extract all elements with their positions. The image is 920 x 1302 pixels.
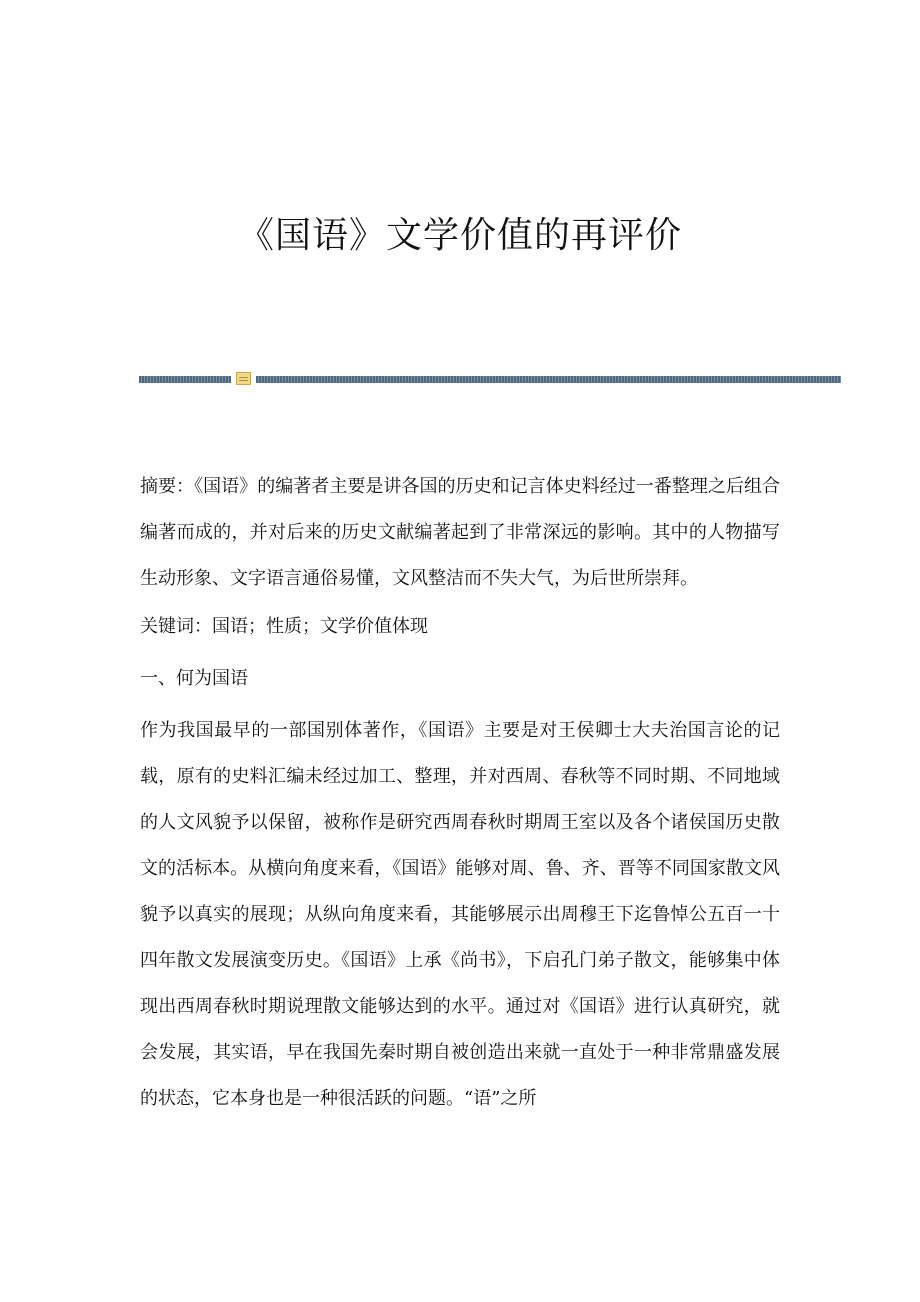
divider-ornament-icon xyxy=(236,372,251,385)
title-divider xyxy=(139,372,841,386)
body-paragraph: 作为我国最早的一部国别体著作，《国语》主要是对王侯卿士大夫治国言论的记载，原有的史料汇编未经过加工、整理，并对西周、春秋等不同时期、不同地域的人文风貌予以保留，被称作是研究西周春秋时期周王室以及各个诸侯国历史散文的活标本。从横向角度来看，《国语》能够对周、鲁、齐、晋等不同国家散文风貌予以真实的展现；从纵向角度来看，其能够展示出周穆王下迄鲁悼公五百一十四年散文发展演变历史。《国语》上承《尚书》，下启孔门弟子散文，能够集中体现出西周春秋时期说理散文能够达到的水平。通过对《国语》进行认真研究，就会发展，其实语，早在我国先秦时期自被创造出来就一直处于一种非常鼎盛发展的状态，它本身也是一种很活跃的问题。“语”之所 xyxy=(140,720,780,1109)
keywords-line: 关键词：国语；性质；文学价值体现 xyxy=(140,616,428,637)
abstract-paragraph: 摘要：《国语》的编著者主要是讲各国的历史和记言体史料经过一番整理之后组合编著而成的，并对后来的历史文献编著起到了非常深远的影响。其中的人物描写生动形象、文字语言通俗易懂，文风整洁而不失大气，为后世所崇拜。 xyxy=(140,476,780,589)
divider-bar-right xyxy=(256,376,841,383)
document-title: 《国语》文学价值的再评价 xyxy=(237,215,682,256)
divider-bar-left xyxy=(139,376,231,383)
document-body xyxy=(140,464,780,1122)
section-heading: 一、何为国语 xyxy=(140,668,248,689)
